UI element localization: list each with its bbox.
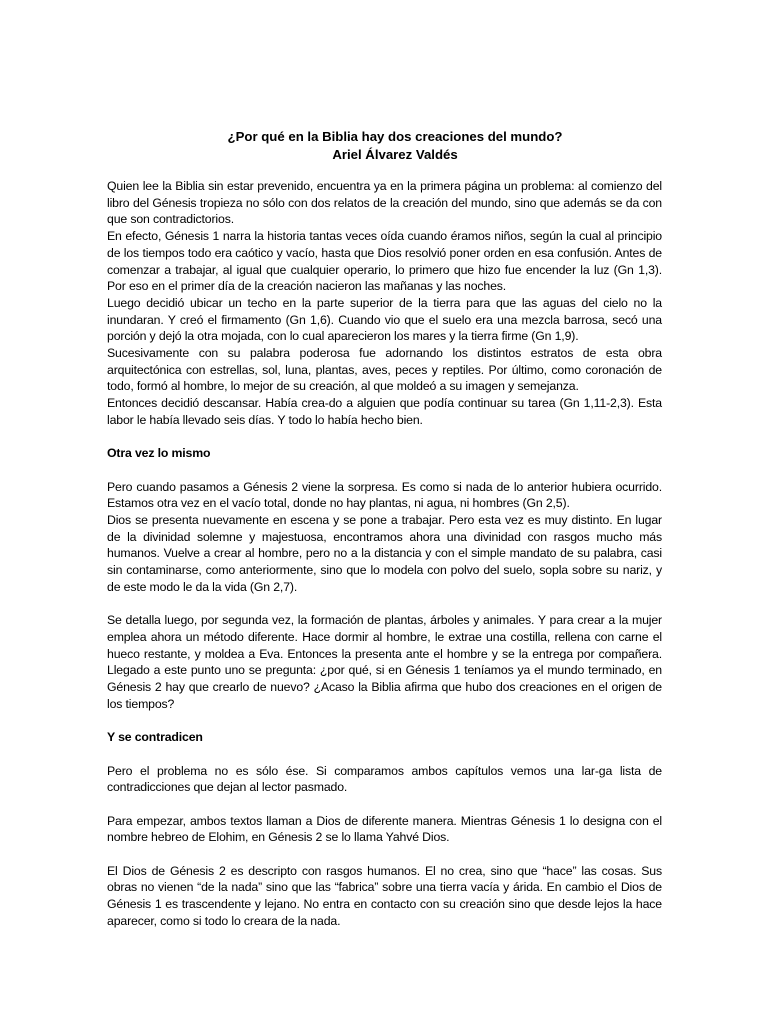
document-body (107, 178, 662, 930)
paragraph: En efecto, Génesis 1 narra la historia tantas veces oída cuando éramos niños, según la cual al principio de los tiempos todo era caótico y vacío, hasta que Dios resolvió poner orden en esa confusión. Antes de comenzar a trabajar, al igual que cualquier operario, lo primero que hizo fue encender la luz (Gn 1,3). Por eso en el primer día de la creación nacieron las mañanas y las noches. (107, 229, 662, 294)
document-header (0, 128, 768, 164)
section-heading: Y se contradicen (107, 730, 203, 745)
paragraph: Se detalla luego, por segunda vez, la formación de plantas, árboles y animales. Y para crear a la mujer emplea ahora un método diferente. Hace dormir al hombre, le extrae una costilla, rellena con carne el hueco restante, y moldea a Eva. Entonces la presenta ante el hombre y se la entrega por compañera. Llegado a este punto uno se pregunta: ¿por qué, si en Génesis 1 teníamos ya el mundo terminado, en Génesis 2 hay que crearlo de nuevo? ¿Acaso la Biblia afirma que hubo dos creaciones en el origen de los tiempos? (107, 613, 662, 711)
document-author: Ariel Álvarez Valdés (332, 147, 458, 162)
section-heading: Otra vez lo mismo (107, 446, 211, 461)
paragraph: El Dios de Génesis 2 es descripto con rasgos humanos. El no crea, sino que “hace” las cosas. Sus obras no vienen “de la nada” sino que las “fabrica” sobre una tierra vacía y árida. En cambio el Dios de Génesis 1 es trascendente y lejano. No entra en contacto con su creación sino que desde lejos la hace aparecer, como si todo lo creara de la nada. (107, 863, 662, 928)
paragraph: Dios se presenta nuevamente en escena y se pone a trabajar. Pero esta vez es muy distinto. En lugar de la divinidad solemne y majestuosa, encontramos ahora una divinidad con rasgos mucho más humanos. Vuelve a crear al hombre, pero no a la distancia y con el simple mandato de su palabra, casi sin contaminarse, como anteriormente, sino que lo modela con polvo del suelo, sopla sobre su nariz, y de este modo le da la vida (Gn 2,7). (107, 513, 662, 594)
paragraph: Luego decidió ubicar un techo en la parte superior de la tierra para que las aguas del cielo no la inundaran. Y creó el firmamento (Gn 1,6). Cuando vio que el suelo era una mezcla barrosa, secó una porción y dejó la otra mojada, con lo cual aparecieron los mares y la tierra firme (Gn 1,9). (107, 295, 662, 344)
paragraph: Sucesivamente con su palabra poderosa fue adornando los distintos estratos de esta obra arquitectónica con estrellas, sol, luna, plantas, aves, peces y reptiles. Por último, como coronación de todo, formó al hombre, lo mejor de su creación, al que moldeó a su imagen y semejanza. (107, 346, 662, 394)
paragraph: Entonces decidió descansar. Había crea-do a alguien que podía continuar su tarea (Gn 1,11-2,3). Esta labor le había llevado seis días. Y todo lo había hecho bien. (107, 396, 662, 427)
paragraph: Pero cuando pasamos a Génesis 2 viene la sorpresa. Es como si nada de lo anterior hubiera ocurrido. Estamos otra vez en el vacío total, donde no hay plantas, ni agua, ni hombres (Gn 2,5). (107, 479, 662, 511)
document-title: ¿Por qué en la Biblia hay dos creaciones del mundo? (227, 129, 563, 144)
paragraph: Pero el problema no es sólo ése. Si comparamos ambos capítulos vemos una lar-ga lista de contradicciones que dejan al lector pasmado. (107, 763, 662, 795)
paragraph: Quien lee la Biblia sin estar prevenido, encuentra ya en la primera página un problema: al comienzo del libro del Génesis tropieza no sólo con dos relatos de la creación del mundo, sino que además se da con que son contradictorios. (107, 179, 662, 227)
paragraph: Para empezar, ambos textos llaman a Dios de diferente manera. Mientras Génesis 1 lo designa con el nombre hebreo de Elohim, en Génesis 2 se lo llama Yahvé Dios. (107, 813, 662, 845)
